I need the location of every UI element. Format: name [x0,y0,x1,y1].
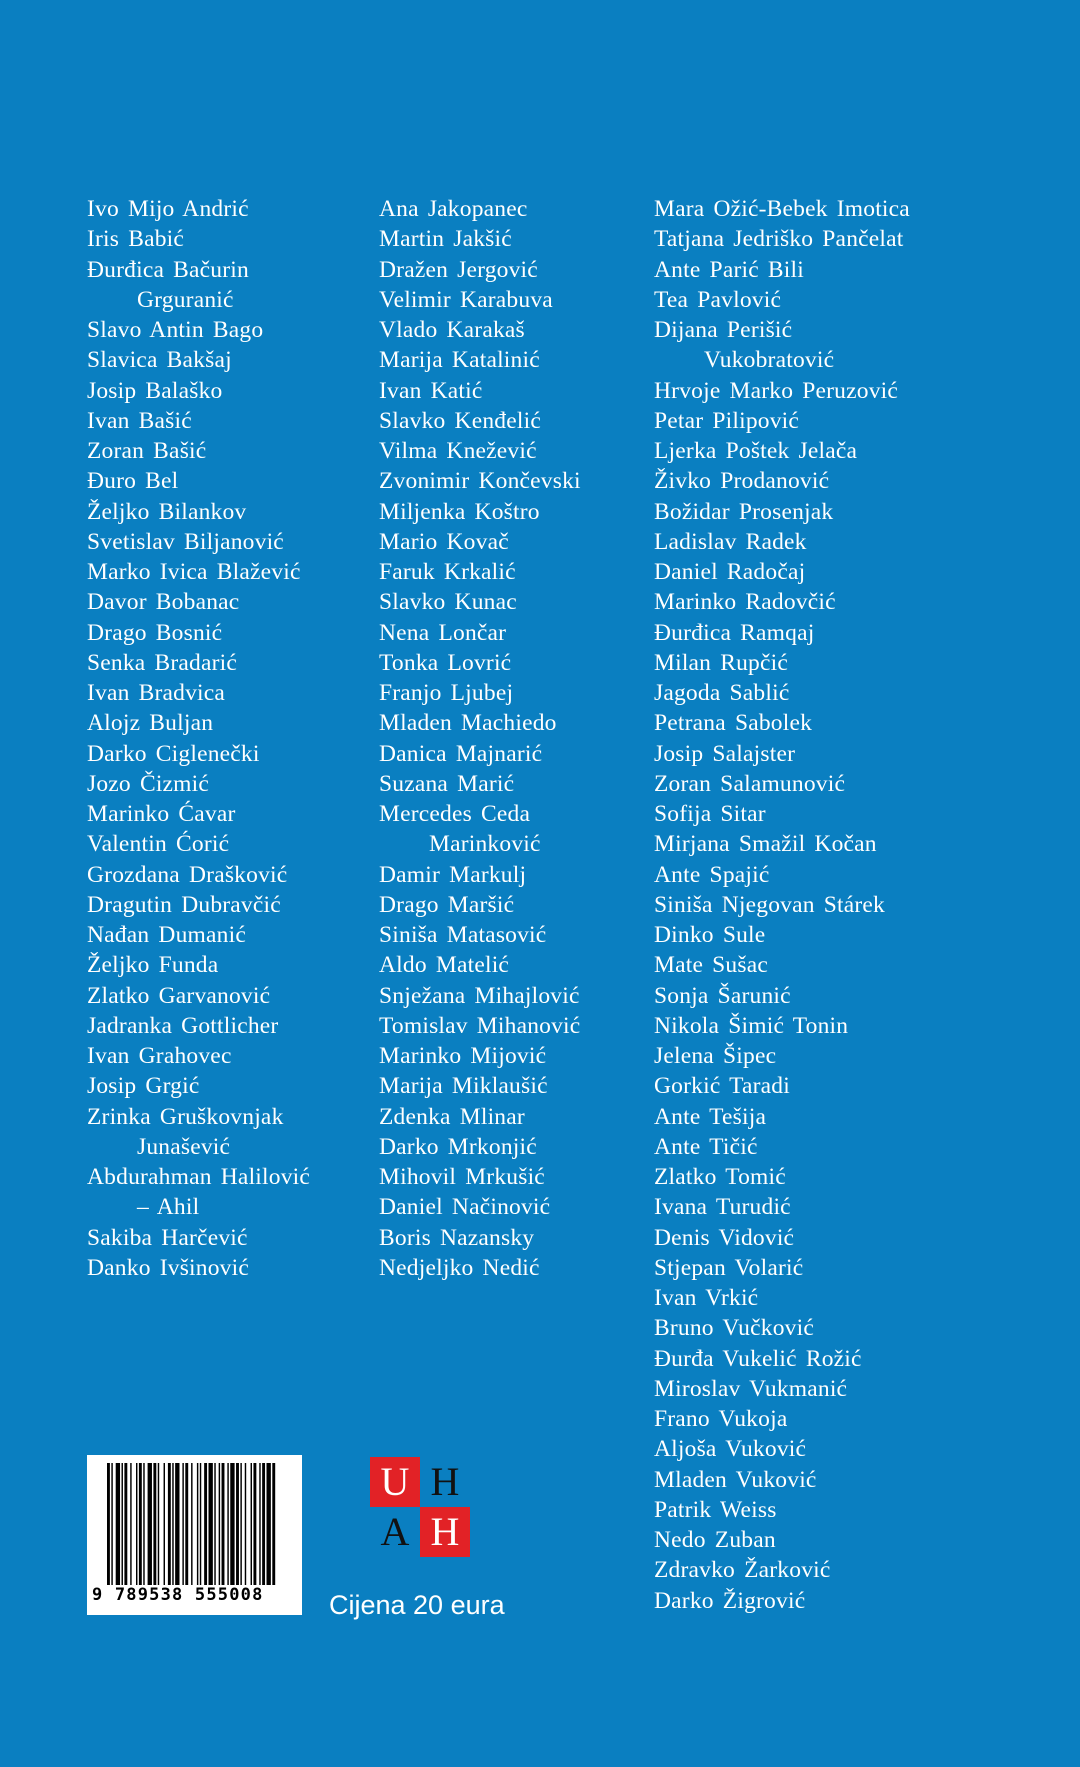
author-name: Miroslav Vukmanić [654,1375,848,1402]
author-name: Danko Ivšinović [87,1254,249,1281]
author-name: Slavko Kunac [379,589,517,616]
author-name: Zoran Salamunović [654,770,846,797]
author-name: Josip Balaško [87,377,223,404]
author-name: Valentin Ćorić [87,831,230,858]
author-list-column-2 [379,194,581,1283]
author-name: Aljoša Vuković [654,1436,807,1463]
author-name: Slavko Kenđelić [379,407,541,434]
author-name: Martin Jakšić [379,226,512,253]
author-name: Damir Markulj [379,861,527,888]
author-name: Mihovil Mrkušić [379,1164,545,1190]
author-name: Franjo Ljubej [379,680,514,706]
author-name: Daniel Radočaj [654,559,806,585]
author-name: Dragutin Dubravčić [87,891,281,918]
author-name: Zvonimir Končevski [379,468,581,495]
publisher-logo [370,1457,480,1567]
author-name: Marinko Ćavar [87,801,236,827]
author-name: Ante Spajić [654,861,770,888]
logo-letter-a: A [380,1509,410,1554]
author-name: Zdravko Žarković [654,1557,831,1584]
author-name: Đurđica Bačurin [87,256,249,283]
author-name: Ivan Bradvica [87,680,226,706]
author-name: Đurđica Ramqaj [654,619,815,646]
author-name: Suzana Marić [379,770,515,797]
author-name: Mate Sušac [654,952,768,979]
author-name: Danica Majnarić [379,740,543,767]
author-name: Ante Tičić [654,1133,758,1160]
author-name: Faruk Krkalić [379,559,516,585]
author-name: Božidar Prosenjak [654,498,834,525]
author-name: Denis Vidović [654,1224,795,1251]
logo-letter-h-bottom: H [420,1507,470,1557]
author-name: Marko Ivica Blažević [87,559,301,585]
author-name: Sakiba Harčević [87,1224,248,1251]
author-name: Hrvoje Marko Peruzović [654,377,899,404]
barcode-digits: 9 789538 555008 [92,1585,264,1605]
author-name: Grguranić [137,286,234,313]
author-name: Alojz Buljan [87,710,214,737]
author-name: – Ahil [137,1194,200,1221]
author-name: Marinko Mijović [379,1043,547,1069]
author-name: Ladislav Radek [654,528,807,555]
author-name: Drago Bosnić [87,619,223,646]
author-name: Darko Žigrović [654,1587,806,1614]
author-name: Tonka Lovrić [379,649,512,676]
author-name: Đuro Bel [87,468,179,495]
price-label: Cijena 20 eura [329,1590,505,1620]
author-name: Jelena Šipec [654,1043,777,1069]
author-name: Željko Bilankov [87,498,247,525]
author-name: Stjepan Volarić [654,1254,804,1281]
barcode-bars [87,1455,302,1585]
author-name: Tatjana Jedriško Pančelat [654,226,904,253]
author-name: Mirjana Smažil Kočan [654,831,877,858]
author-name: Slavo Antin Bago [87,317,264,343]
author-name: Slavica Bakšaj [87,347,232,374]
author-name: Svetislav Biljanović [87,528,284,555]
author-name: Ljerka Poštek Jelača [654,438,858,464]
author-name: Živko Prodanović [654,468,830,495]
author-name: Miljenka Koštro [379,498,540,525]
author-name: Dijana Perišić [654,317,793,343]
isbn-barcode [87,1455,302,1615]
author-name: Jagoda Sablić [654,680,790,706]
author-name: Velimir Karabuva [379,286,553,313]
author-list-column-3 [654,194,910,1616]
author-name: Josip Grgić [87,1073,200,1100]
author-name: Davor Bobanac [87,589,240,616]
author-name: Ivan Vrkić [654,1285,759,1311]
author-name: Nikola Šimić Tonin [654,1012,849,1039]
author-name: Tomislav Mihanović [379,1012,581,1039]
author-name: Mladen Machiedo [379,710,557,737]
author-name: Ivan Bašić [87,407,192,434]
author-name: Iris Babić [87,226,185,253]
author-name: Mladen Vuković [654,1466,817,1493]
author-name: Grozdana Drašković [87,861,288,888]
logo-letter-h-top: H [430,1459,460,1504]
author-name: Nena Lončar [379,619,507,646]
author-name: Ivo Mijo Andrić [87,196,249,222]
author-list-column-1 [87,194,310,1283]
author-name: Vukobratović [704,347,835,374]
author-name: Josip Salajster [654,740,796,767]
author-name: Marija Katalinić [379,347,540,374]
author-name: Mario Kovač [379,528,509,555]
author-name: Drago Maršić [379,891,515,918]
author-name: Jadranka Gottlicher [87,1012,279,1039]
author-name: Ante Tešija [654,1103,767,1130]
author-name: Zlatko Tomić [654,1164,786,1190]
logo-letter-u: U [370,1457,420,1507]
author-name: Dinko Sule [654,922,766,948]
author-name: Patrik Weiss [654,1496,777,1523]
author-name: Marija Miklaušić [379,1073,548,1100]
author-name: Sonja Šarunić [654,982,791,1009]
author-name: Ana Jakopanec [379,196,528,222]
author-name: Daniel Načinović [379,1194,551,1221]
author-name: Snježana Mihajlović [379,982,580,1009]
author-name: Sofija Sitar [654,801,766,827]
author-name: Darko Mrkonjić [379,1133,537,1160]
author-name: Boris Nazansky [379,1224,535,1251]
author-name: Ivan Katić [379,377,483,404]
author-name: Petrana Sabolek [654,710,813,737]
author-name: Siniša Njegovan Stárek [654,891,885,918]
author-name: Darko Ciglenečki [87,740,260,767]
author-name: Aldo Matelić [379,952,510,979]
author-name: Vilma Knežević [379,438,537,464]
author-name: Đurđa Vukelić Rožić [654,1345,862,1372]
author-name: Zlatko Garvanović [87,982,271,1009]
author-name: Nađan Dumanić [87,922,246,948]
author-name: Bruno Vučković [654,1315,814,1342]
author-name: Mercedes Ceda [379,801,531,827]
author-name: Siniša Matasović [379,922,547,948]
author-name: Gorkić Taradi [654,1073,790,1100]
author-name: Ivana Turudić [654,1194,791,1221]
author-name: Marinko Radovčić [654,589,836,616]
author-name: Vlado Karakaš [379,317,525,343]
author-name: Dražen Jergović [379,256,538,283]
author-name: Željko Funda [87,952,219,979]
author-name: Abdurahman Halilović [87,1164,311,1190]
author-name: Nedo Zuban [654,1527,776,1553]
author-name: Tea Pavlović [654,286,782,313]
author-name: Ante Parić Bili [654,256,804,283]
author-name: Mara Ožić-Bebek Imotica [654,196,910,222]
author-name: Zrinka Gruškovnjak [87,1103,284,1130]
author-name: Frano Vukoja [654,1406,788,1432]
author-name: Zoran Bašić [87,438,207,464]
author-name: Junašević [137,1133,231,1160]
author-name: Nedjeljko Nedić [379,1254,540,1281]
author-name: Petar Pilipović [654,407,800,434]
author-name: Zdenka Mlinar [379,1103,525,1130]
author-name: Milan Rupčić [654,649,788,676]
author-name: Jozo Čizmić [87,770,210,797]
author-name: Senka Bradarić [87,649,238,676]
author-name: Ivan Grahovec [87,1043,232,1069]
author-name: Marinković [429,831,541,858]
